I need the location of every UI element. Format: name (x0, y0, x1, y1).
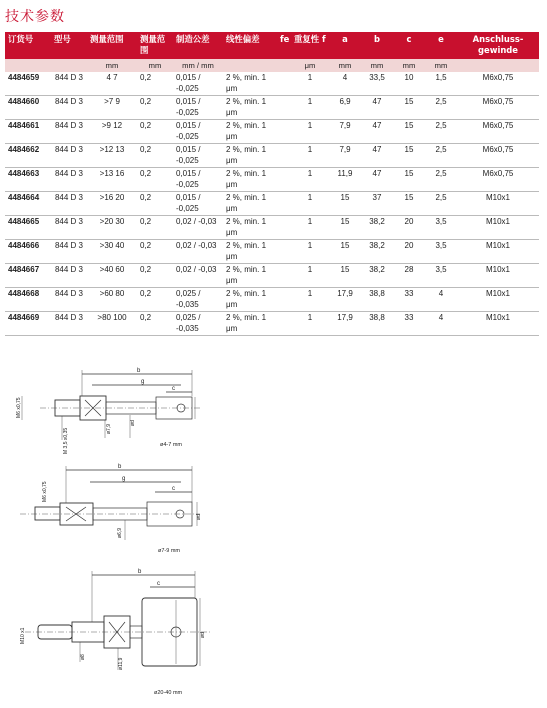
cell-range: 4 7 (87, 72, 137, 96)
table-row (5, 240, 539, 264)
cell-rep: 1 (291, 96, 329, 120)
cell-order: 4484662 (5, 144, 51, 168)
cell-empty (277, 288, 291, 312)
cell-model: 844 D 3 (51, 192, 87, 216)
cell-b: 38,2 (361, 240, 393, 264)
cell-rep: 1 (291, 168, 329, 192)
unit-cell (5, 59, 51, 72)
cell-empty (277, 72, 291, 96)
cell-rep: 1 (291, 240, 329, 264)
dim-c-label: c (172, 386, 175, 392)
cell-range: >20 30 (87, 216, 137, 240)
cell-tol: 0,02 / -0,03 (173, 240, 223, 264)
cell-a: 15 (329, 264, 361, 288)
unit-cell (51, 59, 87, 72)
cell-e: 4 (425, 288, 457, 312)
cell-tol: 0,015 / -0,025 (173, 168, 223, 192)
cell-rep: 1 (291, 72, 329, 96)
dia-e-label: ø7,9 (106, 423, 112, 434)
cell-model: 844 D 3 (51, 312, 87, 336)
dia-a-label: ød (130, 420, 136, 426)
cell-empty (277, 192, 291, 216)
unit-cell: mm (329, 59, 361, 72)
cell-a: 17,9 (329, 312, 361, 336)
page-title: 技术参数 (5, 9, 65, 25)
dia-a-label: ød (196, 514, 202, 520)
cell-rep: 1 (291, 264, 329, 288)
cell-empty (277, 144, 291, 168)
col-header-lin: 线性偏差 (223, 32, 277, 59)
dim-c-label: c (157, 581, 160, 587)
cell-order: 4484661 (5, 120, 51, 144)
table-row (5, 312, 539, 336)
dia-f-label: ø8 (80, 654, 86, 660)
cell-c: 15 (393, 168, 425, 192)
cell-meas: 0,2 (137, 192, 173, 216)
col-header-rep: 重复性 f (291, 32, 329, 59)
dim-b-label: b (137, 368, 141, 374)
cell-thread: M10x1 (457, 312, 539, 336)
cell-c: 15 (393, 192, 425, 216)
cell-a: 4 (329, 72, 361, 96)
cell-a: 7,9 (329, 144, 361, 168)
cell-tol: 0,015 / -0,025 (173, 72, 223, 96)
cell-empty (277, 312, 291, 336)
col-header-a: a (329, 32, 361, 59)
cell-order: 4484664 (5, 192, 51, 216)
dim-b-label: b (138, 569, 142, 575)
unit-cell (223, 59, 277, 72)
cell-b: 47 (361, 144, 393, 168)
unit-cell: mm (361, 59, 393, 72)
cell-lin: 2 %, min. 1 μm (223, 240, 277, 264)
cell-thread: M10x1 (457, 288, 539, 312)
cell-range: >60 80 (87, 288, 137, 312)
cell-thread: M10x1 (457, 192, 539, 216)
cell-lin: 2 %, min. 1 μm (223, 288, 277, 312)
cell-tol: 0,015 / -0,025 (173, 192, 223, 216)
cell-model: 844 D 3 (51, 96, 87, 120)
table-row (5, 192, 539, 216)
cell-e: 2,5 (425, 144, 457, 168)
cell-empty (277, 168, 291, 192)
col-header-tol: 制造公差 (173, 32, 223, 59)
cell-lin: 2 %, min. 1 μm (223, 96, 277, 120)
cell-c: 33 (393, 312, 425, 336)
cell-e: 3,5 (425, 216, 457, 240)
table-row (5, 168, 539, 192)
cell-e: 2,5 (425, 120, 457, 144)
cell-a: 6,9 (329, 96, 361, 120)
cell-e: 2,5 (425, 168, 457, 192)
cell-empty (277, 240, 291, 264)
unit-cell: mm / mm (173, 59, 223, 72)
cell-c: 15 (393, 120, 425, 144)
cell-a: 15 (329, 216, 361, 240)
cell-meas: 0,2 (137, 288, 173, 312)
unit-cell: mm (393, 59, 425, 72)
table-row (5, 216, 539, 240)
cell-meas: 0,2 (137, 312, 173, 336)
col-header-b: b (361, 32, 393, 59)
cell-range: >7 9 (87, 96, 137, 120)
cell-range: >30 40 (87, 240, 137, 264)
table-header-row (5, 32, 539, 59)
cell-meas: 0,2 (137, 216, 173, 240)
unit-cell: mm (87, 59, 137, 72)
cell-tol: 0,015 / -0,025 (173, 144, 223, 168)
cell-lin: 2 %, min. 1 μm (223, 192, 277, 216)
cell-e: 3,5 (425, 240, 457, 264)
cell-b: 33,5 (361, 72, 393, 96)
col-header-thread: Anschluss-gewinde (457, 32, 539, 59)
cell-model: 844 D 3 (51, 288, 87, 312)
cell-rep: 1 (291, 144, 329, 168)
cell-lin: 2 %, min. 1 μm (223, 72, 277, 96)
col-header-meas: 测量范围 (137, 32, 173, 59)
cell-range: >9 12 (87, 120, 137, 144)
cell-tol: 0,025 / -0,035 (173, 312, 223, 336)
cell-meas: 0,2 (137, 264, 173, 288)
table-units-row (5, 59, 539, 72)
cell-lin: 2 %, min. 1 μm (223, 120, 277, 144)
cell-order: 4484668 (5, 288, 51, 312)
cell-range: >40 60 (87, 264, 137, 288)
cell-e: 2,5 (425, 96, 457, 120)
table-row (5, 96, 539, 120)
cell-tol: 0,02 / -0,03 (173, 216, 223, 240)
cell-model: 844 D 3 (51, 264, 87, 288)
cell-rep: 1 (291, 216, 329, 240)
cell-model: 844 D 3 (51, 120, 87, 144)
cell-rep: 1 (291, 288, 329, 312)
cell-c: 10 (393, 72, 425, 96)
cell-e: 3,5 (425, 264, 457, 288)
cell-rep: 1 (291, 192, 329, 216)
cell-empty (277, 96, 291, 120)
dia-e-label: ø11,9 (118, 657, 124, 670)
drawing-1 (16, 368, 200, 454)
cell-lin: 2 %, min. 1 μm (223, 168, 277, 192)
cell-tol: 0,015 / -0,025 (173, 96, 223, 120)
drawing-caption: ø4-7 mm (160, 442, 182, 448)
cell-order: 4484659 (5, 72, 51, 96)
cell-thread: M6x0,75 (457, 72, 539, 96)
cell-c: 15 (393, 144, 425, 168)
dia-a-label: ød (200, 632, 206, 638)
cell-lin: 2 %, min. 1 μm (223, 312, 277, 336)
dim-c-label: c (172, 486, 175, 492)
drawing-3 (20, 569, 210, 696)
cell-thread: M10x1 (457, 264, 539, 288)
col-header-fe: fe (277, 32, 291, 59)
cell-b: 47 (361, 120, 393, 144)
cell-b: 47 (361, 96, 393, 120)
cell-meas: 0,2 (137, 72, 173, 96)
cell-thread: M10x1 (457, 240, 539, 264)
cell-empty (277, 216, 291, 240)
col-header-e: e (425, 32, 457, 59)
cell-a: 15 (329, 240, 361, 264)
cell-b: 38,2 (361, 216, 393, 240)
cell-e: 1,5 (425, 72, 457, 96)
cell-tol: 0,02 / -0,03 (173, 264, 223, 288)
col-header-order: 订货号 (5, 32, 51, 59)
cell-a: 17,9 (329, 288, 361, 312)
cell-model: 844 D 3 (51, 144, 87, 168)
table-row (5, 264, 539, 288)
cell-meas: 0,2 (137, 120, 173, 144)
cell-lin: 2 %, min. 1 μm (223, 264, 277, 288)
cell-thread: M10x1 (457, 216, 539, 240)
cell-range: >12 13 (87, 144, 137, 168)
side-thread-label: M 3,5 x0,35 (63, 427, 69, 454)
dim-b-label: b (118, 464, 122, 470)
thread-label: M6 x0,75 (16, 397, 22, 418)
cell-rep: 1 (291, 120, 329, 144)
cell-thread: M6x0,75 (457, 120, 539, 144)
thread-label: M6 x0,75 (42, 481, 48, 502)
cell-order: 4484665 (5, 216, 51, 240)
drawing-caption: ø20-40 mm (154, 690, 183, 696)
cell-empty (277, 264, 291, 288)
cell-range: >13 16 (87, 168, 137, 192)
table-row (5, 288, 539, 312)
cell-range: >16 20 (87, 192, 137, 216)
cell-rep: 1 (291, 312, 329, 336)
cell-order: 4484663 (5, 168, 51, 192)
cell-meas: 0,2 (137, 144, 173, 168)
cell-model: 844 D 3 (51, 240, 87, 264)
cell-empty (277, 120, 291, 144)
col-header-c: c (393, 32, 425, 59)
cell-thread: M6x0,75 (457, 144, 539, 168)
spec-table (5, 32, 539, 336)
cell-c: 28 (393, 264, 425, 288)
cell-b: 38,2 (361, 264, 393, 288)
cell-b: 38,8 (361, 312, 393, 336)
cell-b: 47 (361, 168, 393, 192)
cell-b: 37 (361, 192, 393, 216)
unit-cell (277, 59, 291, 72)
cell-a: 7,9 (329, 120, 361, 144)
cell-tol: 0,015 / -0,025 (173, 120, 223, 144)
unit-cell: μm (291, 59, 329, 72)
cell-e: 4 (425, 312, 457, 336)
cell-range: >80 100 (87, 312, 137, 336)
col-header-model: 型号 (51, 32, 87, 59)
cell-c: 20 (393, 216, 425, 240)
table-row (5, 120, 539, 144)
cell-lin: 2 %, min. 1 μm (223, 144, 277, 168)
unit-cell: mm (137, 59, 173, 72)
drawing-2 (20, 464, 202, 554)
cell-meas: 0,2 (137, 96, 173, 120)
cell-e: 2,5 (425, 192, 457, 216)
cell-a: 11,9 (329, 168, 361, 192)
cell-meas: 0,2 (137, 240, 173, 264)
cell-model: 844 D 3 (51, 168, 87, 192)
cell-c: 20 (393, 240, 425, 264)
cell-tol: 0,025 / -0,035 (173, 288, 223, 312)
cell-c: 33 (393, 288, 425, 312)
cell-order: 4484667 (5, 264, 51, 288)
unit-cell: mm (425, 59, 457, 72)
technical-drawings (0, 360, 547, 708)
dim-g-label: g (122, 476, 126, 482)
cell-order: 4484660 (5, 96, 51, 120)
table-body (5, 72, 539, 336)
dia-e-label: ø6,9 (117, 527, 123, 538)
thread-label: M10 x1 (20, 627, 26, 644)
cell-a: 15 (329, 192, 361, 216)
drawing-caption: ø7-9 mm (158, 548, 180, 554)
unit-cell (457, 59, 539, 72)
table-row (5, 144, 539, 168)
cell-lin: 2 %, min. 1 μm (223, 216, 277, 240)
cell-meas: 0,2 (137, 168, 173, 192)
cell-order: 4484669 (5, 312, 51, 336)
cell-thread: M6x0,75 (457, 168, 539, 192)
cell-model: 844 D 3 (51, 72, 87, 96)
cell-c: 15 (393, 96, 425, 120)
cell-thread: M6x0,75 (457, 96, 539, 120)
cell-model: 844 D 3 (51, 216, 87, 240)
dim-g-label: g (141, 379, 145, 385)
table-row (5, 72, 539, 96)
cell-b: 38,8 (361, 288, 393, 312)
cell-order: 4484666 (5, 240, 51, 264)
col-header-range: 测量范围 (87, 32, 137, 59)
